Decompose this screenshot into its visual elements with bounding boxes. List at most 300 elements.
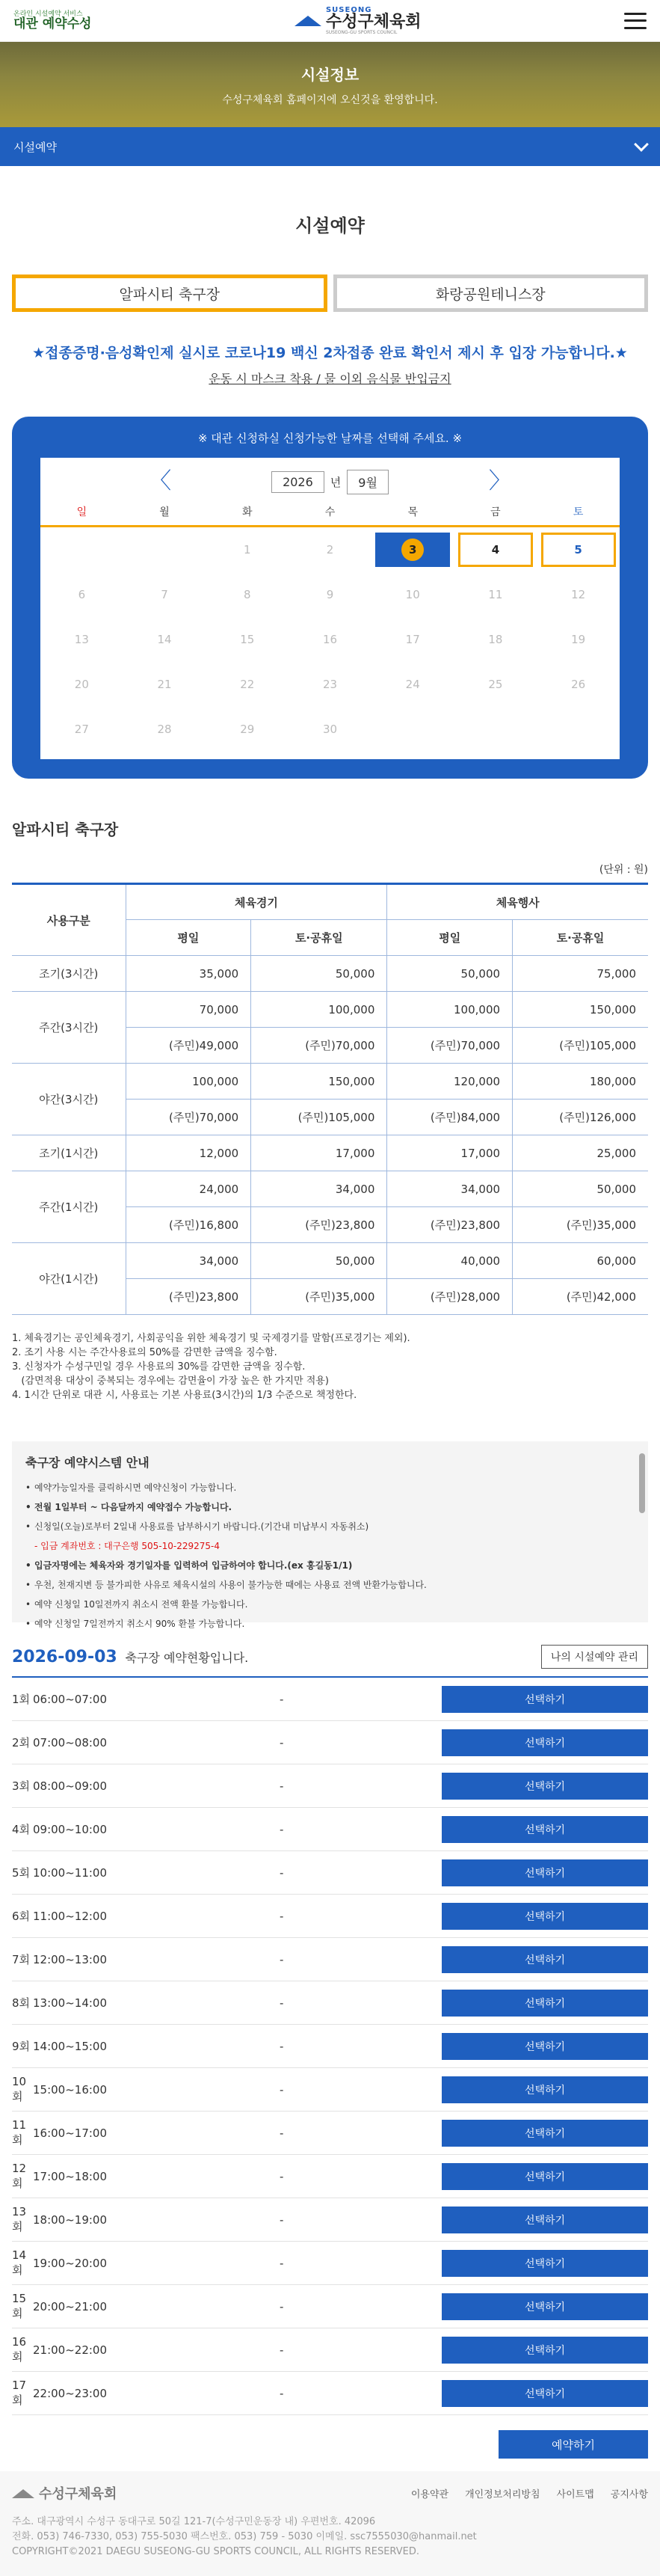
calendar-day[interactable] (454, 662, 537, 707)
slot-status: - (280, 2039, 284, 2053)
calendar-day[interactable] (123, 707, 206, 752)
select-slot-button[interactable]: 선택하기 (442, 1903, 648, 1930)
tab-hwarang-tennis[interactable]: 화랑공원테니스장 (333, 275, 649, 312)
col-sub: 평일 (126, 920, 251, 956)
calendar-day (371, 707, 454, 752)
select-slot-button[interactable]: 선택하기 (442, 1990, 648, 2017)
calendar-day[interactable] (123, 662, 206, 707)
slot-status: - (280, 2082, 284, 2097)
brand-ko: 수성구체육회 (325, 12, 422, 31)
select-slot-button[interactable]: 선택하기 (442, 2076, 648, 2103)
col-sub: 토·공휴일 (251, 920, 387, 956)
slot-number: 4회 (12, 1823, 31, 1836)
unit-label: (단위 : 원) (599, 864, 648, 876)
day-number: 24 (405, 678, 420, 691)
fee-cell: 50,000 (251, 1243, 387, 1279)
slot-number: 16회 (12, 2335, 27, 2364)
slot-number: 2회 (12, 1736, 31, 1749)
tab-alpha-city[interactable]: 알파시티 축구장 (12, 275, 327, 312)
hamburger-menu-icon[interactable] (624, 13, 647, 29)
day-number: 28 (157, 723, 172, 736)
day-box (375, 712, 450, 746)
time-slot-row (12, 1808, 648, 1851)
day-number: 13 (74, 633, 89, 646)
day-number: 16 (322, 633, 338, 646)
slot-time: 15:00~16:00 (33, 2082, 108, 2097)
calendar-day[interactable] (537, 662, 620, 707)
select-slot-button[interactable]: 선택하기 (442, 1946, 648, 1973)
day-number: 1 (244, 543, 251, 556)
day-box (458, 622, 533, 657)
slot-time: 16:00~17:00 (33, 2126, 108, 2140)
day-box (375, 533, 450, 567)
select-slot-button[interactable]: 선택하기 (442, 1729, 648, 1756)
day-box (127, 533, 202, 567)
time-slot-row (12, 2068, 648, 2112)
hero-subtitle: 수성구체육회 홈페이지에 오신것을 환영합니다. (222, 93, 438, 106)
day-number: 6 (78, 588, 86, 601)
fee-cell: (주민)70,000 (126, 1100, 251, 1135)
day-box (210, 622, 285, 657)
day-number: 29 (240, 723, 255, 736)
calendar-day[interactable] (454, 527, 537, 572)
slot-number: 17회 (12, 2379, 27, 2407)
calendar-day (454, 707, 537, 752)
slot-status: - (280, 1952, 284, 1966)
day-box (292, 577, 367, 612)
calendar-instruction: ※ 대관 신청하실 신청가능한 날짜를 선택해 주세요. ※ (197, 432, 463, 445)
day-number: 5 (574, 543, 582, 556)
fee-cell: (주민)35,000 (251, 1279, 387, 1315)
day-number: 23 (322, 678, 338, 691)
fee-cell: (주민)23,800 (126, 1279, 251, 1315)
day-number: 2 (326, 543, 334, 556)
fee-cell: 75,000 (513, 956, 648, 992)
guide-scrollbar[interactable] (639, 1453, 645, 1513)
calendar-day[interactable] (40, 572, 123, 617)
slot-number: 6회 (12, 1910, 31, 1923)
slot-status: - (280, 2299, 284, 2313)
slot-status: - (280, 2343, 284, 2357)
day-box (127, 622, 202, 657)
slot-status: - (280, 1735, 284, 1749)
day-number: 18 (488, 633, 503, 646)
fee-row-label: 주간(3시간) (12, 992, 126, 1064)
day-number: 12 (571, 588, 586, 601)
guide-item: • 예약 신청일 7일전까지 취소시 90% 환불 가능합니다. (25, 1614, 635, 1634)
fee-row-label: 조기(1시간) (12, 1135, 126, 1171)
weekday-label: 금 (490, 506, 501, 518)
footer-link[interactable]: 개인정보처리방침 (465, 2488, 540, 2500)
footer-brand: 수성구체육회 (39, 2486, 117, 2502)
calendar-day[interactable] (289, 617, 371, 662)
footer-link[interactable]: 사이트맵 (556, 2488, 594, 2500)
calendar-nav (40, 467, 620, 497)
fee-cell: (주민)70,000 (387, 1028, 513, 1064)
calendar-day[interactable] (371, 527, 454, 572)
day-box (458, 533, 533, 567)
calendar-day[interactable] (289, 707, 371, 752)
fee-row (12, 992, 648, 1028)
slot-time: 09:00~10:00 (33, 1822, 108, 1836)
day-box (127, 667, 202, 702)
fee-cell: (주민)23,800 (251, 1207, 387, 1243)
slot-time: 20:00~21:00 (33, 2299, 108, 2313)
reservation-date: 2026-09-03 (12, 1647, 117, 1666)
day-number: 11 (488, 588, 503, 601)
day-box (44, 667, 119, 702)
col-sub: 평일 (387, 920, 513, 956)
slot-time: 06:00~07:00 (33, 1692, 108, 1706)
day-box (44, 533, 119, 567)
calendar-day[interactable] (206, 572, 289, 617)
calendar-day[interactable] (537, 527, 620, 572)
calendar-day[interactable] (206, 662, 289, 707)
guide-item: • 입금자명에는 체육자와 경기일자를 입력하여 입금하여야 합니다.(ex 홍길동1/1) (25, 1556, 635, 1575)
guide-item: • 예약 신청일 10일전까지 취소시 전액 환불 가능합니다. (25, 1595, 635, 1614)
fee-cell: (주민)28,000 (387, 1279, 513, 1315)
slot-time: 07:00~08:00 (33, 1735, 108, 1749)
fee-cell: 50,000 (387, 956, 513, 992)
fee-notes (12, 1331, 648, 1402)
time-slot-row (12, 2025, 648, 2068)
calendar-day[interactable] (289, 527, 371, 572)
reservation-header (12, 1645, 648, 1678)
slot-time: 11:00~12:00 (33, 1909, 108, 1923)
time-slot-row (12, 2285, 648, 2328)
fee-cell: 24,000 (126, 1171, 251, 1207)
page-title: 시설예약 (295, 215, 365, 236)
select-slot-button[interactable]: 선택하기 (442, 2337, 648, 2364)
fee-cell: 50,000 (251, 956, 387, 992)
time-slot-row (12, 1721, 648, 1764)
month-select[interactable]: 9월 (347, 470, 389, 494)
day-number: 19 (571, 633, 586, 646)
slot-number: 9회 (12, 2040, 31, 2053)
day-number: 4 (491, 543, 500, 556)
day-box (210, 533, 285, 567)
brand-mountain-icon (294, 14, 321, 28)
slot-status: - (280, 2386, 284, 2400)
calendar-day[interactable] (371, 617, 454, 662)
weekday-label: 토 (573, 506, 584, 518)
slot-status: - (280, 1692, 284, 1706)
fee-cell: 100,000 (126, 1064, 251, 1100)
calendar-day[interactable] (289, 662, 371, 707)
day-box (541, 622, 616, 657)
slot-status: - (280, 1822, 284, 1836)
day-box (210, 577, 285, 612)
guide-item: - 입금 계좌번호 : 대구은행 505-10-229275-4 (34, 1541, 220, 1551)
slot-status: - (280, 2212, 284, 2227)
fee-cell: 150,000 (251, 1064, 387, 1100)
weekday-label: 월 (159, 506, 170, 518)
day-box (541, 533, 616, 567)
guide-title: 축구장 예약시스템 안내 (25, 1456, 149, 1470)
footer-link[interactable]: 이용약관 (410, 2488, 449, 2500)
footer-copyright: COPYRIGHT©2021 DAEGU SUSEONG-GU SPORTS COUNCIL, ALL RIGHTS RESERVED. (12, 2546, 419, 2557)
note-line: 2. 조기 사용 시는 주간사용료의 50%를 감면한 금액을 징수함. (12, 1347, 277, 1358)
fee-cell: 17,000 (387, 1135, 513, 1171)
day-box (292, 712, 367, 746)
slot-status: - (280, 2256, 284, 2270)
calendar-day[interactable] (371, 662, 454, 707)
day-number: 9 (326, 588, 334, 601)
day-number: 7 (161, 588, 168, 601)
fee-cell: 34,000 (387, 1171, 513, 1207)
submit-reservation-button[interactable]: 예약하기 (499, 2430, 648, 2459)
fee-cell: (주민)49,000 (126, 1028, 251, 1064)
day-box (210, 712, 285, 746)
guide-item: • 예약가능일자를 클릭하시면 예약신청이 가능합니다. (25, 1478, 635, 1497)
slot-number: 12회 (12, 2162, 27, 2190)
day-box (44, 712, 119, 746)
my-reservation-button[interactable]: 나의 시설예약 관리 (541, 1645, 648, 1669)
day-box (44, 577, 119, 612)
day-box (541, 577, 616, 612)
site-footer (0, 2471, 660, 2576)
day-box (44, 622, 119, 657)
day-box (458, 667, 533, 702)
fee-cell: (주민)16,800 (126, 1207, 251, 1243)
site-header (0, 0, 660, 42)
weekday-label: 화 (242, 506, 253, 518)
select-slot-button[interactable]: 선택하기 (442, 2120, 648, 2147)
calendar-day[interactable] (454, 572, 537, 617)
select-slot-button[interactable]: 선택하기 (442, 2293, 648, 2320)
day-number: 25 (488, 678, 503, 691)
fee-cell: (주민)84,000 (387, 1100, 513, 1135)
calendar-day[interactable] (206, 617, 289, 662)
fee-row-label: 야간(1시간) (12, 1243, 126, 1315)
day-number: 15 (240, 633, 255, 646)
reservation-guide[interactable] (12, 1441, 648, 1629)
logo-main-text: 대관 예약수성 (13, 16, 92, 31)
calendar-day[interactable] (454, 617, 537, 662)
slot-status: - (280, 1865, 284, 1880)
fee-cell: 40,000 (387, 1243, 513, 1279)
fee-cell: 120,000 (387, 1064, 513, 1100)
time-slot-row (12, 2372, 648, 2415)
slot-time: 12:00~13:00 (33, 1952, 108, 1966)
covid-notice: ★접종증명·음성확인제 실시로 코로나19 백신 2차접종 완료 확인서 제시 후 입장 가능합니다.★ (32, 345, 628, 361)
note-line: 1. 체육경기는 공인체육경기, 사회공익을 위한 체육경기 및 국제경기를 말함(프로경기는 제외). (12, 1333, 410, 1344)
calendar-day[interactable] (537, 617, 620, 662)
day-number: 8 (244, 588, 251, 601)
day-box (292, 533, 367, 567)
day-box (292, 622, 367, 657)
brand-sub: SUSEONG-GU SPORTS COUNCIL (325, 29, 398, 35)
fee-cell: (주민)42,000 (513, 1279, 648, 1315)
slot-number: 8회 (12, 1996, 31, 2010)
calendar-panel (12, 417, 648, 779)
col-group-event: 체육행사 (387, 884, 648, 920)
slot-time: 21:00~22:00 (33, 2343, 108, 2357)
select-slot-button[interactable]: 선택하기 (442, 1773, 648, 1800)
weekday-header (40, 504, 620, 527)
reservation-caption: 축구장 예약현황입니다. (125, 1650, 249, 1665)
fee-row (12, 1135, 648, 1171)
fee-cell: 180,000 (513, 1064, 648, 1100)
day-box (127, 577, 202, 612)
slot-time: 22:00~23:00 (33, 2386, 108, 2400)
fee-cell: 100,000 (251, 992, 387, 1028)
footer-contact: 전화. 053) 746-7330, 053) 755-5030 팩스번호. 053) 759 - 5030 이메일. ssc7555030@hanmail.net (12, 2531, 477, 2542)
select-slot-button[interactable]: 선택하기 (442, 2250, 648, 2277)
day-box (541, 667, 616, 702)
slot-time: 19:00~20:00 (33, 2256, 108, 2270)
select-slot-button[interactable]: 선택하기 (442, 2163, 648, 2190)
slot-status: - (280, 2126, 284, 2140)
slot-time: 18:00~19:00 (33, 2212, 108, 2227)
slot-status: - (280, 2169, 284, 2183)
logo-small-text: 온라인 시설예약 서비스 (13, 10, 83, 18)
fee-row-label: 주간(1시간) (12, 1171, 126, 1243)
fee-cell: 34,000 (126, 1243, 251, 1279)
col-group-sports: 체육경기 (126, 884, 387, 920)
section-label: 시설예약 (13, 140, 57, 154)
calendar-day (40, 527, 123, 572)
slot-number: 5회 (12, 1866, 31, 1880)
calendar (40, 458, 620, 759)
select-slot-button[interactable]: 선택하기 (442, 2207, 648, 2233)
guide-item: • 우천, 천재지변 등 불가피한 사유로 체육시설의 사용이 불가능한 때에는 사용료 전액 반환가능합니다. (25, 1575, 635, 1595)
slot-number: 15회 (12, 2292, 27, 2320)
fee-cell: 50,000 (513, 1171, 648, 1207)
brand-logo[interactable] (294, 7, 422, 35)
fee-cell: 17,000 (251, 1135, 387, 1171)
day-number: 22 (240, 678, 255, 691)
fee-table (12, 883, 648, 1315)
chevron-down-icon (634, 137, 649, 152)
fee-cell: 150,000 (513, 992, 648, 1028)
day-number: 10 (405, 588, 420, 601)
guide-item: • 신청일(오늘)로부터 2일내 사용료를 납부하시기 바랍니다.(기간내 미납부시 자동취소) (25, 1517, 635, 1536)
note-line: 4. 1시간 단위로 대관 시, 사용료는 기본 사용료(3시간)의 1/3 수준으로 책정한다. (12, 1390, 357, 1401)
day-box (541, 712, 616, 746)
fee-cell: (주민)70,000 (251, 1028, 387, 1064)
fee-cell: (주민)105,000 (251, 1100, 387, 1135)
slot-time: 14:00~15:00 (33, 2039, 108, 2053)
fee-cell: (주민)126,000 (513, 1100, 648, 1135)
slot-number: 10회 (12, 2075, 27, 2103)
time-slot-row (12, 2155, 648, 2198)
fee-row-label: 조기(3시간) (12, 956, 126, 992)
calendar-day[interactable] (206, 527, 289, 572)
fee-cell: (주민)105,000 (513, 1028, 648, 1064)
select-slot-button[interactable]: 선택하기 (442, 2380, 648, 2407)
select-slot-button[interactable]: 선택하기 (442, 1816, 648, 1843)
hero-title: 시설정보 (300, 65, 360, 84)
calendar-day[interactable] (371, 572, 454, 617)
weekday-label: 목 (407, 506, 418, 518)
day-number: 20 (74, 678, 89, 691)
weekday-label: 일 (76, 506, 87, 518)
slot-time: 13:00~14:00 (33, 1996, 108, 2010)
day-box (375, 577, 450, 612)
time-slot-row (12, 1678, 648, 1721)
fee-cell: 70,000 (126, 992, 251, 1028)
guide-item: • 전월 1일부터 ~ 다음달까지 예약접수 가능합니다. (25, 1497, 635, 1517)
fee-row (12, 1243, 648, 1279)
select-slot-button[interactable]: 선택하기 (442, 1686, 648, 1713)
footer-links (411, 2486, 648, 2500)
calendar-day (537, 707, 620, 752)
time-slot-row (12, 2242, 648, 2285)
slot-number: 1회 (12, 1693, 31, 1706)
slot-time: 17:00~18:00 (33, 2169, 108, 2183)
calendar-day[interactable] (40, 662, 123, 707)
day-box (210, 667, 285, 702)
day-number: 27 (74, 723, 89, 736)
day-box (127, 712, 202, 746)
select-slot-button[interactable]: 선택하기 (442, 2033, 648, 2060)
footer-logo[interactable] (12, 2483, 117, 2503)
slot-status: - (280, 1996, 284, 2010)
calendar-day[interactable] (40, 617, 123, 662)
fee-cell: 60,000 (513, 1243, 648, 1279)
calendar-day[interactable] (123, 572, 206, 617)
year-unit: 년 (330, 475, 342, 489)
fee-cell: 35,000 (126, 956, 251, 992)
calendar-day[interactable] (123, 617, 206, 662)
fee-row (12, 1171, 648, 1207)
calendar-days (40, 527, 620, 752)
col-usage: 사용구분 (12, 884, 126, 956)
facility-tabs (12, 275, 648, 312)
next-month-icon[interactable]: 〉 (488, 468, 511, 494)
time-slot-row (12, 1895, 648, 1938)
footer-address: 주소. 대구광역시 수성구 동대구로 50길 121-7(수성구민운동장 내) 우편번호. 42096 (12, 2516, 376, 2527)
prev-month-icon[interactable]: 〈 (149, 468, 172, 494)
time-slot-row (12, 1851, 648, 1895)
select-slot-button[interactable]: 선택하기 (442, 1859, 648, 1886)
day-box (375, 667, 450, 702)
brand-mountain-icon (12, 2488, 34, 2498)
fee-row (12, 956, 648, 992)
weekday-label: 수 (324, 506, 336, 518)
col-sub: 토·공휴일 (513, 920, 648, 956)
fee-cell: 34,000 (251, 1171, 387, 1207)
calendar-day[interactable] (289, 572, 371, 617)
reservation-logo[interactable] (13, 11, 91, 31)
fee-row-label: 야간(3시간) (12, 1064, 126, 1135)
slot-time: 10:00~11:00 (33, 1865, 108, 1880)
fee-cell: (주민)23,800 (387, 1207, 513, 1243)
section-dropdown[interactable] (0, 127, 660, 166)
slot-number: 7회 (12, 1953, 31, 1966)
note-line: (감면적용 대상이 중복되는 경우에는 감면율이 가장 높은 한 가지만 적용) (12, 1376, 329, 1387)
fee-cell: (주민)35,000 (513, 1207, 648, 1243)
day-number: 26 (571, 678, 586, 691)
calendar-day[interactable] (206, 707, 289, 752)
day-number: 17 (405, 633, 420, 646)
fee-cell: 100,000 (387, 992, 513, 1028)
slot-number: 13회 (12, 2205, 27, 2233)
year-select[interactable]: 2026 (271, 471, 324, 493)
day-number: 14 (157, 633, 172, 646)
time-slot-row (12, 2112, 648, 2155)
slot-number: 11회 (12, 2118, 27, 2147)
calendar-day[interactable] (537, 572, 620, 617)
day-box (375, 622, 450, 657)
calendar-day[interactable] (40, 707, 123, 752)
hero-banner (0, 42, 660, 127)
footer-link[interactable]: 공지사항 (610, 2488, 648, 2500)
note-line: 3. 신청자가 수성구민일 경우 사용료의 30%를 감면한 금액을 징수함. (12, 1361, 306, 1373)
day-box (458, 712, 533, 746)
today-marker: 3 (401, 539, 424, 561)
